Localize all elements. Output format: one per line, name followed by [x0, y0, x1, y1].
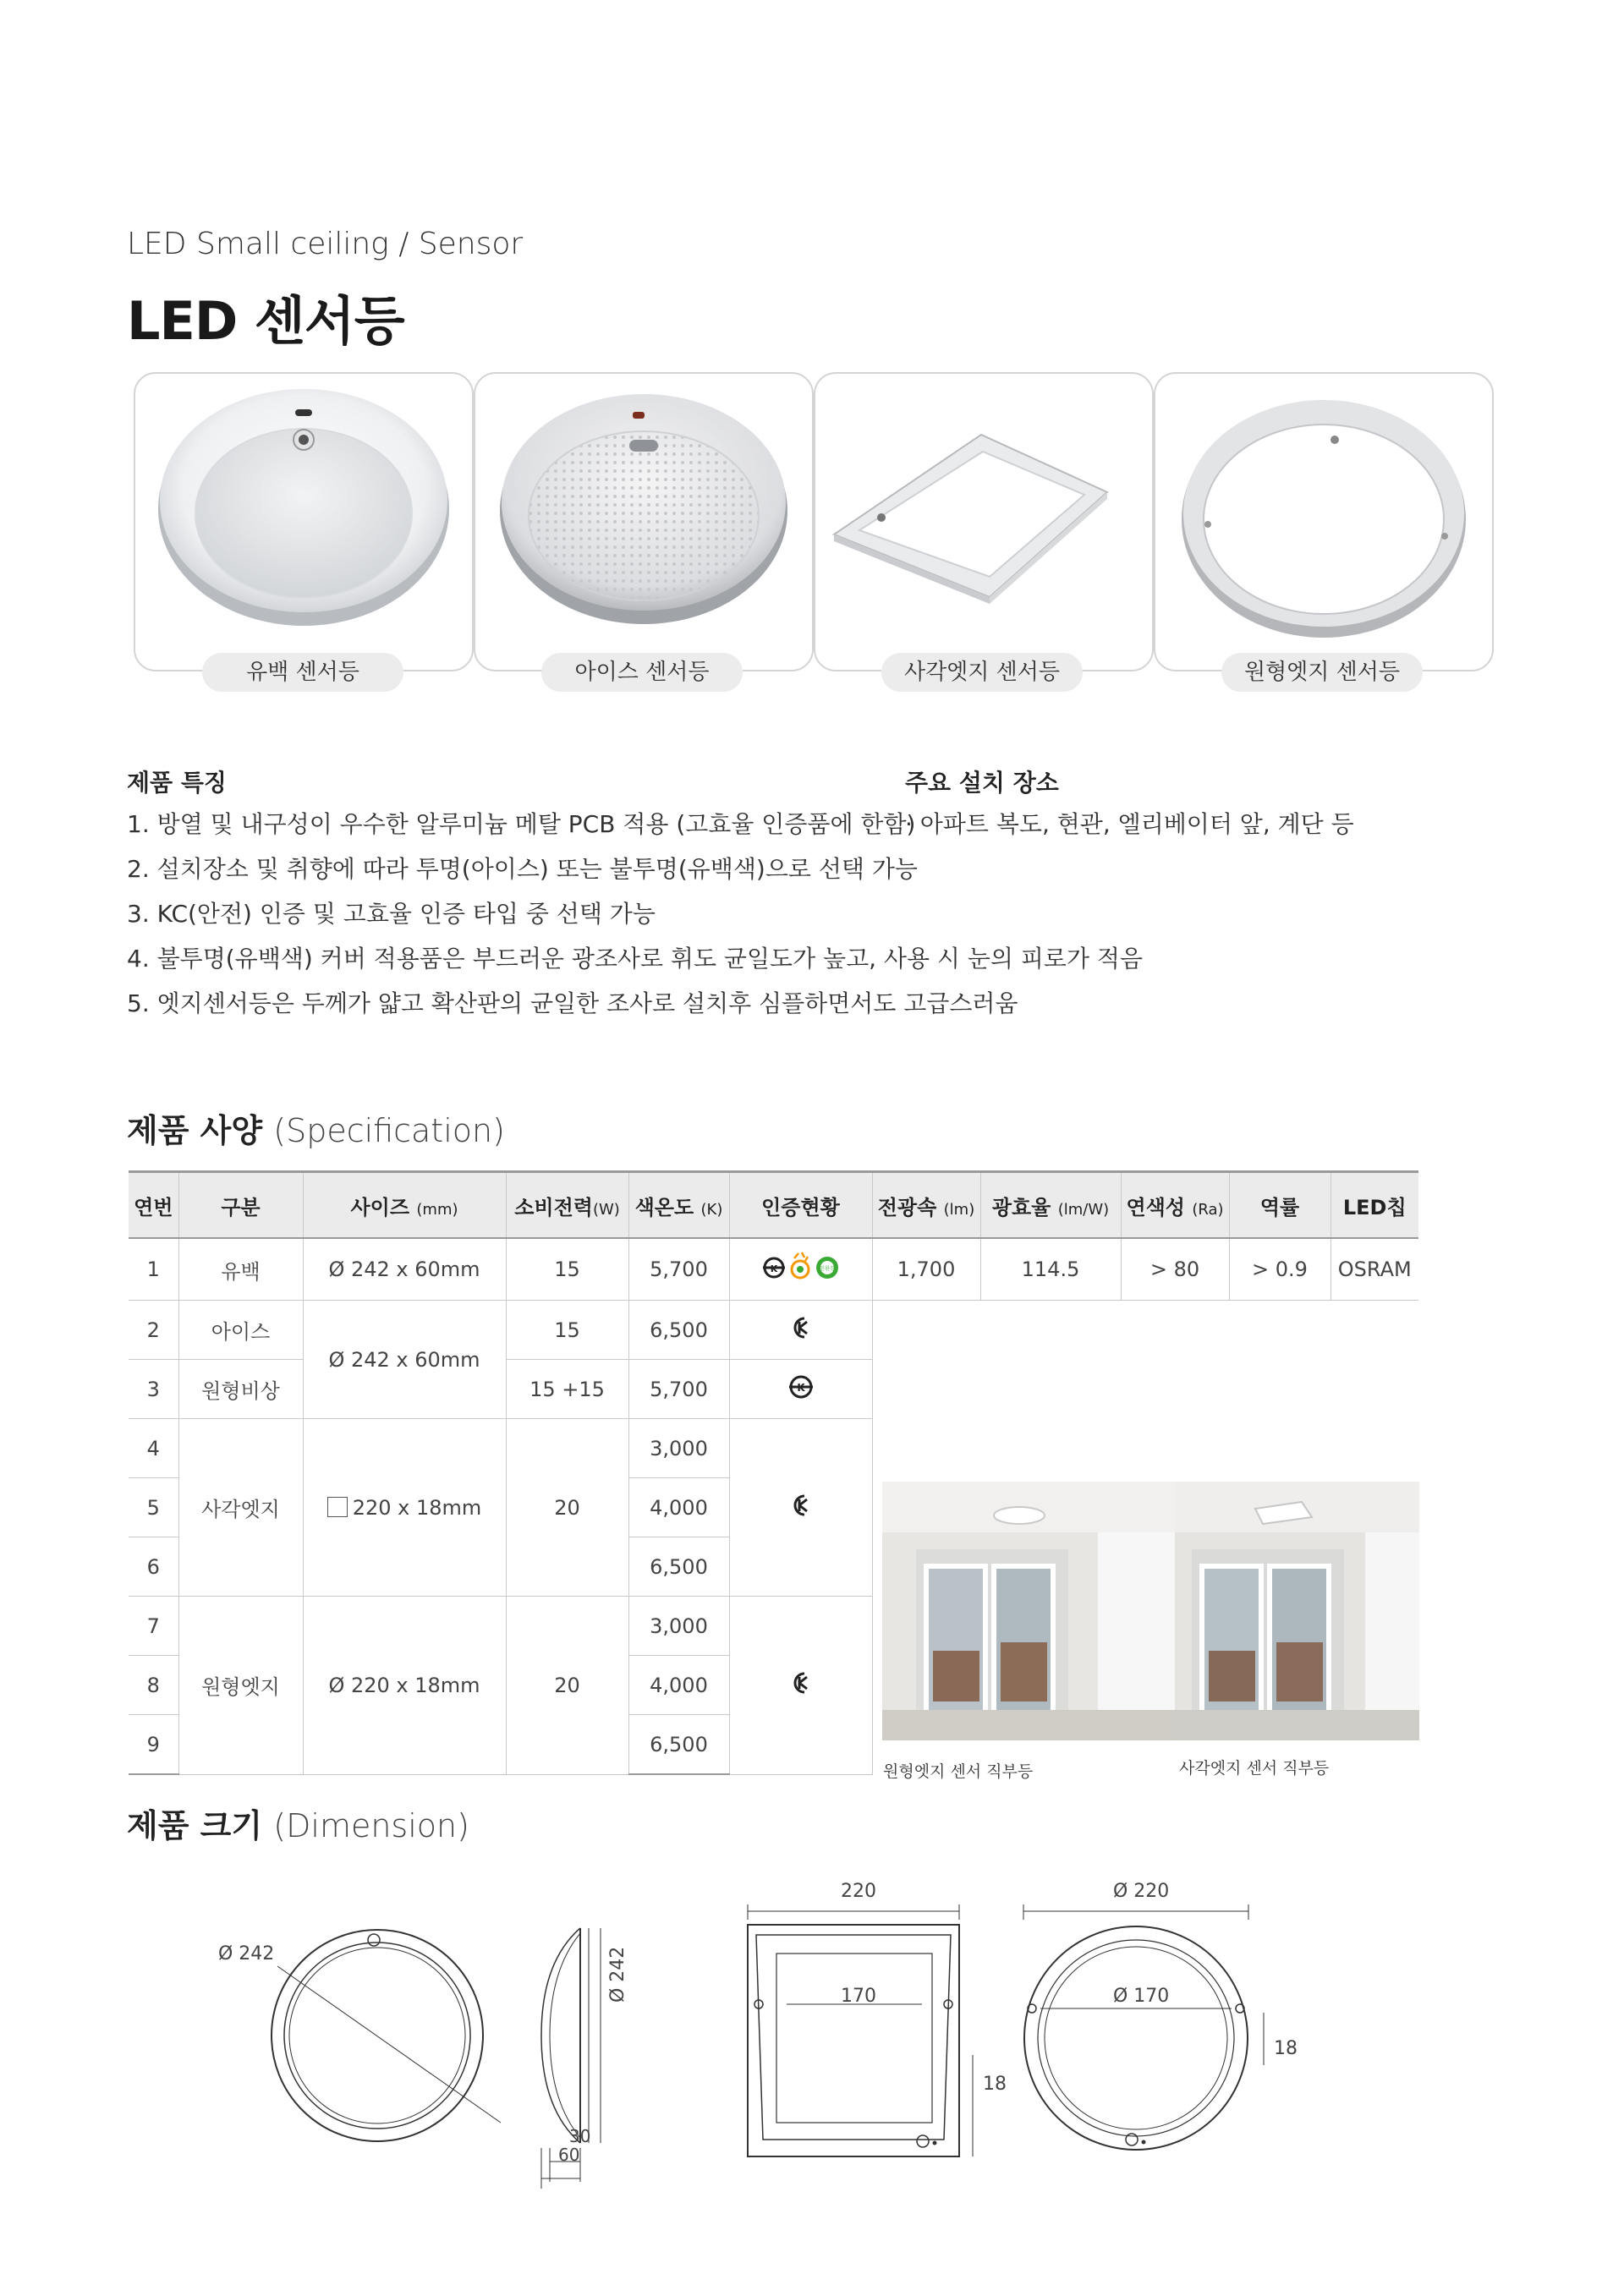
install-text: · 아파트 복도, 현관, 엘리베이터 앞, 계단 등: [905, 810, 1354, 838]
photo-square-edge-installed: [1175, 1482, 1419, 1740]
cell-pf: > 0.9: [1229, 1238, 1330, 1301]
col-cert: 인증현황: [729, 1172, 872, 1239]
cell-cert: [729, 1597, 872, 1775]
feature-item: 3. KC(안전) 인증 및 고효율 인증 타입 중 선택 가능: [127, 900, 656, 928]
cell-cct: 6,500: [628, 1537, 729, 1597]
spec-heading-ko: 제품 사양: [127, 1112, 263, 1149]
cell-no: 5: [129, 1478, 178, 1537]
product-card-ice: [474, 372, 814, 671]
cell-type: 원형비상: [178, 1360, 303, 1419]
room-photo: [882, 1482, 1175, 1740]
dim-label: Ø 242: [607, 1946, 628, 2003]
cell-cert: [729, 1238, 872, 1301]
high-efficiency-icon: [792, 1252, 809, 1278]
feature-item: 4. 불투명(유백색) 커버 적용품은 부드러운 광조사로 휘도 균일도가 높고, 사용 시 눈의 피로가 적음: [127, 945, 1143, 973]
cell-no: 8: [129, 1656, 178, 1715]
cell-power: 20: [506, 1597, 628, 1775]
dim-label: Ø 242: [218, 1943, 275, 1964]
dim-label: 220: [841, 1881, 876, 1902]
round-edge-sensor-light-image: [1155, 374, 1492, 670]
col-eff: 광효율 (lm/W): [980, 1172, 1121, 1239]
cell-type: 원형엣지: [178, 1597, 303, 1775]
col-power: 소비전력(W): [506, 1172, 628, 1239]
cell-cct: 5,700: [628, 1238, 729, 1301]
product-label-ice: 아이스 센서등: [541, 653, 743, 692]
cell-cct: 4,000: [628, 1478, 729, 1537]
square-shape-icon: [327, 1497, 348, 1517]
svg-text:K: K: [796, 1381, 805, 1394]
cell-type: 유백: [178, 1238, 303, 1301]
cell-no: 6: [129, 1537, 178, 1597]
table-row: [129, 1238, 1418, 1301]
spec-header-row: [129, 1172, 1418, 1239]
col-cct: 색온도 (K): [628, 1172, 729, 1239]
dim-label: Ø 220: [1113, 1881, 1170, 1902]
dim-label: Ø 170: [1113, 1986, 1170, 2007]
photo-round-edge-installed: [882, 1482, 1175, 1740]
photo-caption-right: 사각엣지 센서 직부등: [1179, 1759, 1330, 1778]
col-cri: 연색성 (Ra): [1121, 1172, 1229, 1239]
product-label-square-edge: 사각엣지 센서등: [881, 653, 1083, 692]
dim-label: 30: [569, 2126, 591, 2146]
cell-size: 220 x 18mm: [303, 1419, 506, 1597]
cell-size: Ø 220 x 18mm: [303, 1597, 506, 1775]
cell-cri: > 80: [1121, 1238, 1229, 1301]
cell-cct: 6,500: [628, 1715, 729, 1775]
dim-label: 18: [983, 2074, 1007, 2095]
cell-no: 4: [129, 1419, 178, 1478]
cell-no: 1: [129, 1238, 178, 1301]
cert-icons: [760, 1250, 842, 1284]
page-title: LED 센서등: [127, 290, 404, 352]
spec-heading: [127, 1104, 505, 1151]
features-heading: 제품 특징: [127, 769, 227, 797]
dimension-heading-en: (Dimension): [273, 1807, 469, 1844]
kc-mark-icon: [788, 1670, 814, 1696]
cell-no: 9: [129, 1715, 178, 1775]
kc-mark-icon: [788, 1493, 814, 1518]
product-label-opal: 유백 센서등: [202, 653, 403, 692]
install-heading: 주요 설치 장소: [905, 769, 1059, 797]
cell-power: 15: [506, 1238, 628, 1301]
dim-label: 170: [841, 1986, 876, 2007]
col-lumen: 전광속 (lm): [872, 1172, 980, 1239]
col-pf: 역률: [1229, 1172, 1330, 1239]
product-card-opal: [134, 372, 474, 671]
cell-type: 사각엣지: [178, 1419, 303, 1597]
kc-mark-icon: [788, 1315, 814, 1340]
cell-no: 2: [129, 1301, 178, 1360]
col-size: 사이즈 (mm): [303, 1172, 506, 1239]
cell-power: 15: [506, 1301, 628, 1360]
svg-text:친환경: 친환경: [819, 1266, 835, 1272]
feature-item: 5. 엣지센서등은 두께가 얇고 확산판의 균일한 조사로 설치후 심플하면서도 고급스러움: [127, 989, 1018, 1017]
ice-sensor-light-image: [475, 374, 812, 670]
cell-eff: 114.5: [980, 1238, 1121, 1301]
product-card-round-edge: [1154, 372, 1494, 671]
cell-power: 15 +15: [506, 1360, 628, 1419]
round-edge-drawing: [1023, 1904, 1264, 2150]
cell-size: Ø 242 x 60mm: [303, 1301, 506, 1419]
page-subtitle: LED Small ceiling / Sensor: [127, 227, 524, 261]
cell-no: 3: [129, 1360, 178, 1419]
cell-cct: 5,700: [628, 1360, 729, 1419]
spec-heading-en: (Specification): [273, 1112, 505, 1149]
eco-label-icon: [816, 1257, 838, 1279]
square-edge-sensor-light-image: [815, 374, 1152, 670]
dimension-heading: [127, 1800, 469, 1846]
kc-mark-icon: [787, 1373, 815, 1400]
cell-chip: OSRAM: [1330, 1238, 1418, 1301]
cell-cert: [729, 1301, 872, 1360]
cell-cct: 3,000: [628, 1419, 729, 1478]
cell-cct: 4,000: [628, 1656, 729, 1715]
cell-cct: 6,500: [628, 1301, 729, 1360]
dimension-heading-ko: 제품 크기: [127, 1807, 263, 1844]
dim-label: 18: [1274, 2038, 1298, 2059]
round-front-drawing: [272, 1930, 501, 2141]
feature-item: 1. 방열 및 내구성이 우수한 알루미늄 메탈 PCB 적용 (고효율 인증품에 한함): [127, 810, 916, 838]
cell-power: 20: [506, 1419, 628, 1597]
opal-sensor-light-image: [135, 374, 472, 670]
square-edge-drawing: [748, 1904, 973, 2156]
photo-caption-left: 원형엣지 센서 직부등: [883, 1762, 1034, 1781]
cell-cert: [729, 1360, 872, 1419]
dim-label: 60: [558, 2145, 580, 2165]
kc-mark-icon: [763, 1258, 785, 1277]
col-type: 구분: [178, 1172, 303, 1239]
cell-cert: [729, 1419, 872, 1597]
col-no: 연번: [129, 1172, 178, 1239]
cell-type: 아이스: [178, 1301, 303, 1360]
cell-cct: 3,000: [628, 1597, 729, 1656]
product-card-square-edge: [814, 372, 1154, 671]
cell-size: Ø 242 x 60mm: [303, 1238, 506, 1301]
product-label-round-edge: 원형엣지 센서등: [1221, 653, 1423, 692]
cell-no: 7: [129, 1597, 178, 1656]
room-photo: [1175, 1482, 1419, 1740]
svg-text:K: K: [770, 1263, 777, 1274]
dimension-drawings: [203, 1877, 1303, 2190]
table-row: [129, 1301, 1418, 1360]
col-chip: LED칩: [1330, 1172, 1418, 1239]
feature-item: 2. 설치장소 및 취향에 따라 투명(아이스) 또는 불투명(유백색)으로 선택 가능: [127, 855, 918, 883]
cell-lumen: 1,700: [872, 1238, 980, 1301]
